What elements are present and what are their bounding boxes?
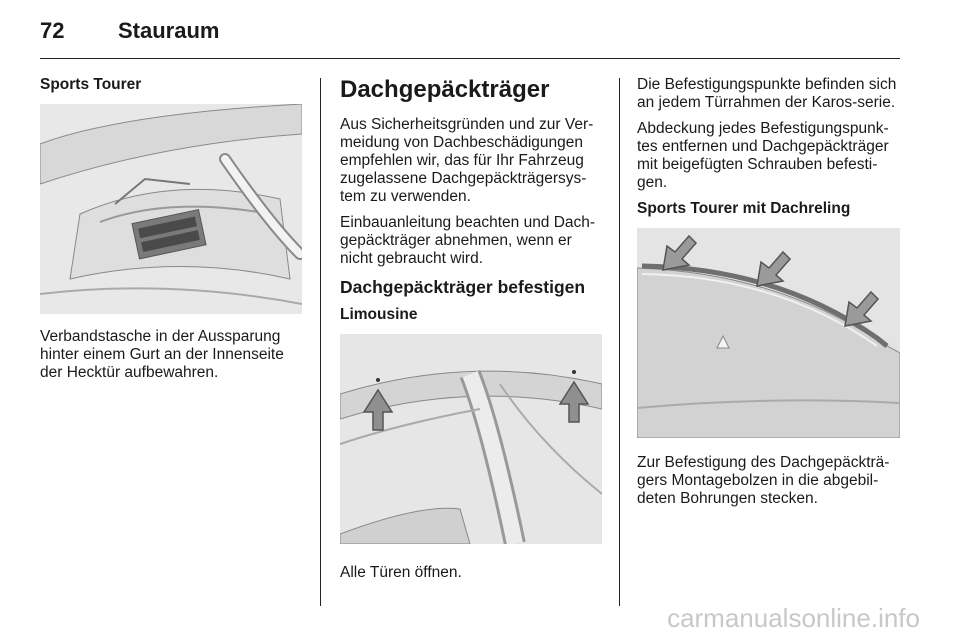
subheading: Sports Tourer mit Dachreling: [637, 200, 851, 217]
column-middle: [340, 76, 602, 590]
section-heading: Sports Tourer: [40, 76, 142, 93]
figure-caption: Verbandstasche in der Aussparung hinter einem Gurt an der Innenseite der Hecktür aufbewahren.: [40, 328, 284, 381]
watermark: carmanualsonline.info: [667, 603, 920, 633]
column-divider: [320, 78, 321, 606]
mount-point-marker: [376, 378, 380, 382]
paragraph: Abdeckung jedes Befestigungspunk-tes entfernen und Dachgepäckträger mit beigefügten Schrauben befesti-gen.: [637, 120, 889, 191]
limousine-roof-mount-illustration: [340, 334, 602, 544]
paragraph: Einbauanleitung beachten und Dach-gepäckträger abnehmen, wenn er nicht gebraucht wird.: [340, 214, 596, 267]
subheading: Limousine: [340, 306, 418, 323]
chapter-title: Dachgepäckträger: [340, 76, 550, 103]
page-title: Stauraum: [118, 18, 220, 43]
figure-caption: Zur Befestigung des Dachgepäckträ-gers Montagebolzen in die abgebil-deten Bohrungen stecken.: [637, 454, 890, 507]
paragraph: Die Befestigungspunkte befinden sich an jedem Türrahmen der Karos-serie.: [637, 76, 897, 111]
column-left: [40, 76, 302, 390]
section-title: Dachgepäckträger befestigen: [340, 277, 586, 297]
page-number: 72: [40, 18, 65, 43]
mount-point-marker: [572, 370, 576, 374]
tailgate-first-aid-illustration: [40, 104, 302, 314]
sports-tourer-roof-rail-illustration: [637, 228, 900, 438]
paragraph: Aus Sicherheitsgründen und zur Ver-meidung von Dachbeschädigungen empfehlen wir, das für Ihr Fahrzeug zugelassene Dachgepäckträgersys-tem zu verwenden.: [340, 116, 594, 205]
figure-caption: Alle Türen öffnen.: [340, 564, 462, 581]
column-right: [637, 76, 900, 516]
column-divider: [619, 78, 620, 606]
header-rule: [40, 58, 900, 59]
